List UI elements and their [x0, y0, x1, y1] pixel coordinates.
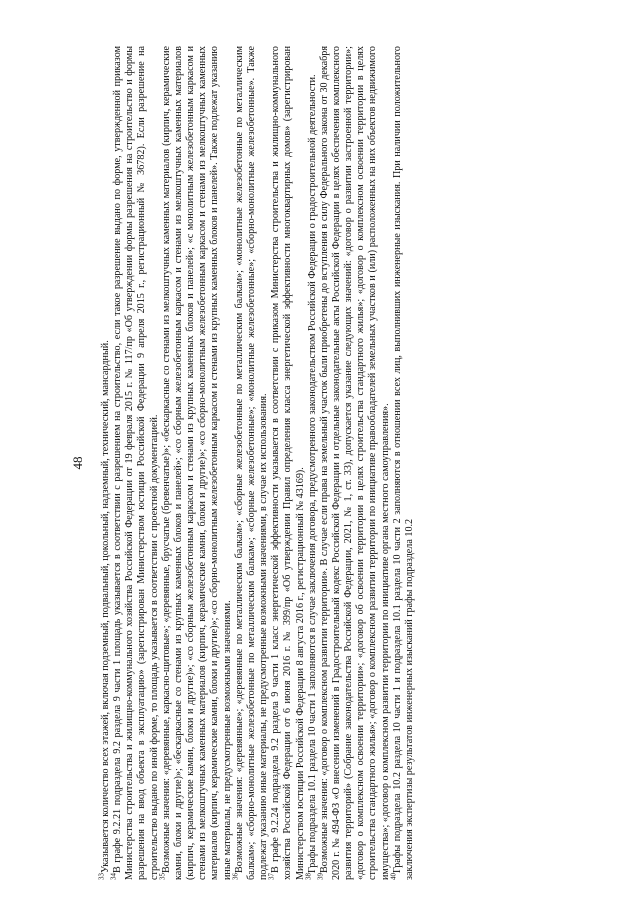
- footnote-marker: 40: [389, 873, 398, 880]
- footnote-text: Возможные значения: «договор о комплексном развитии территории». В случае если права на земельный участок были приобретены до вступления в силу Федерального закона от 30 декабря 2020 г. № 494-ФЗ «О внесении изменений в Градостроительный кодекс Российской Федерации и отдельные законодательные акты Российской Федерации в целях обеспечения комплексного развития территорий» (Собрание законодательства Российской Федерации, 2021, № 1, ст. 33), допускается указание следующих значений: «договор о развитии застроенной территории»; «договор о комплексном освоении территории»; «договор об освоении территории в целях строительства стандартного жилья»; «договор о комплексном освоении территории в целях строительства стандартного жилья»; «договор о комплексном развитии территории по инициативе правообладателей земельных участков и (или) расположенных на них объектов недвижимого имущества»; «договор о комплексном развитии территории по инициативе органа местного самоуправления».: [318, 46, 391, 880]
- footnote-40: [389, 46, 416, 880]
- footnote-34: [109, 46, 161, 880]
- footnotes: [97, 46, 416, 880]
- footnote-text: Графы подраздела 10.1 раздела 10 части 1 заполняются в случае заключения договора, предусмотренного законодательством Российской Федерации о градостроительной деятельности.: [306, 74, 318, 873]
- footnote-marker: 38: [304, 873, 313, 880]
- footnote-text: В графе 9.2.21 подраздела 9.2 раздела 9 части 1 площадь указывается в соответствии с разрешением на строительство, если такое разрешение выдано по форме, утвержденной приказом Министерства строительства и жилищно-коммунального хозяйства Российской Федерации от 19 февраля 2015 г. № 117/пр «Об утверждении формы разрешения на строительство и формы разрешения на ввод объекта в эксплуатацию» (зарегистрирован Министерством юстиции Российской Федерации 9 апреля 2015 г., регистрационный № 36782). Если разрешение на строительство выдано по иной форме, то площадь указывается в соответствии с проектной документацией.: [112, 46, 160, 880]
- footnote-37: [267, 46, 306, 880]
- footnote-marker: 39: [316, 873, 325, 880]
- footnote-marker: 36: [231, 873, 240, 880]
- footnote-marker: 33: [97, 873, 106, 880]
- footnote-text: Графы подраздела 10.2 раздела 10 части 1 и подраздела 10.1 раздела 10 части 2 заполняются в отношении всех лиц, выполнивших инженерные изыскания. При наличии положительного заключения экспертизы результатов инженерных изысканий графы подраздела 10.2: [391, 46, 415, 880]
- rotated-page: [70, 38, 560, 888]
- footnote-marker: 34: [109, 873, 118, 880]
- page-number: 48: [70, 456, 85, 470]
- footnote-text: Возможные значения: «деревянные, каркасно-щитовые»; «деревянные, брусчатые (бревенчатые)»; «бескаркасные со стенами из мелкоштучных каменных материалов (кирпич, керамические камни, блоки и другие)»; «бескаркасные со стенами из крупных каменных блоков и панелей»; «со сборным железобетонным каркасом и стенами из мелкоштучных каменных материалов (кирпич, керамические камни, блоки и другие)»; «со сборным железобетонным каркасом и стенами из крупных каменных блоков и панелей»; «с монолитным железобетонным каркасом и стенами из мелкоштучных каменных материалов (кирпич, керамические камни, блоки и другие)»; «со сборно-монолитным железобетонным каркасом и стенами из мелкоштучных каменных материалов (кирпич, керамические камни, блоки и другие)»; «со сборно-монолитным железобетонным каркасом и стенами из крупных каменных блоков и панелей». Также подлежат указанию иные материалы, не предусмотренные возможными значениями.: [160, 46, 233, 880]
- footnote-39: [316, 46, 392, 880]
- footnote-36: [231, 46, 270, 880]
- footnote-text: Возможные значения: «деревянные»; «деревянные по металлическим балкам»; «сборные железобетонные по металлическим балкам»; «монолитные железобетонные по металлическим балкам»; «сборно-монолитные железобетонные по металлическим балкам»; «сборные железобетонные»; «монолитные железобетонные»; «сборно-монолитные железобетонные». Также подлежат указанию иные материалы, не предусмотренные возможными значениями, в случае их использования.: [233, 46, 270, 880]
- footnote-marker: 35: [158, 873, 167, 880]
- footnote-text: В графе 9.2.24 подраздела 9.2 раздела 9 части 1 класс энергетической эффективности указывается в соответствии с приказом Министерства строительства и жилищно-коммунального хозяйства Российской Федерации от 6 июня 2016 г. № 399/пр «Об утверждении Правил определения класса энергетической эффективности многоквартирных домов» (зарегистрирован Министерством юстиции Российской Федерации 8 августа 2016 г., регистрационный № 43169).: [270, 46, 306, 880]
- footnote-marker: 37: [267, 873, 276, 880]
- footnote-33: [97, 46, 112, 880]
- footnote-38: [304, 46, 319, 880]
- footnote-35: [158, 46, 234, 880]
- footnote-text: Указывается количество всех этажей, включая подземный, подвальный, цокольный, надземный, технический, мансардный.: [100, 340, 111, 873]
